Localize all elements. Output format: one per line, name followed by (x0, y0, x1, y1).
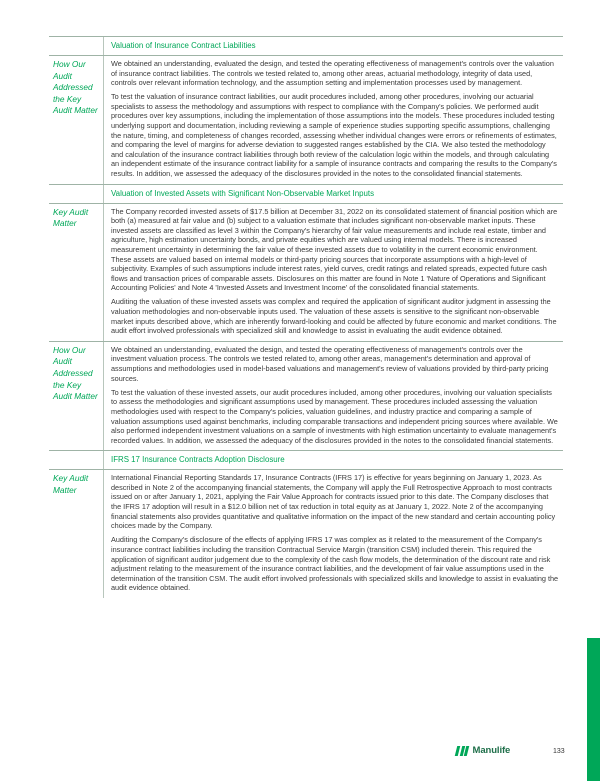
section-title: IFRS 17 Insurance Contracts Adoption Disclosure (111, 455, 285, 465)
matter-row (49, 203, 563, 341)
section-header-spacer (49, 185, 104, 203)
matter-body (104, 342, 563, 450)
key-audit-matters-table (49, 36, 563, 598)
brand-name: Manulife (472, 745, 511, 756)
matter-key-label: Key Audit Matter (49, 470, 104, 598)
body-paragraph: We obtained an understanding, evaluated the design, and tested the operating effectiveness of management's controls over the investment valuation process. The controls we tested related to, among other areas, management's determination and approval of assumptions and methodologies used in model-based valuations and management's review of valuations provided by third-party pricing sources. (111, 344, 549, 383)
matter-key-label: How Our Audit Addressed the Key Audit Matter (49, 342, 104, 450)
section-title: Valuation of Insurance Contract Liabilities (111, 41, 256, 50)
matter-body (104, 470, 563, 598)
matter-body (104, 204, 563, 341)
footer-brand (456, 745, 510, 756)
body-paragraph: The Company recorded invested assets of $17.5 billion at December 31, 2022 on its consolidated statement of financial position which are both (a) measured at fair value and (b) subject to a valuation estimate that includes significant non-observable market inputs. These invested assets are classified as level 3 within the Company's hierarchy of fair value measurements and include real estate, timber and agriculture, high estimation uncertainty bonds, and private equities which are valued using internal models. There is increased measurement uncertainty in determining the fair value of these invested assets due to volatility in the current economic environment. These assets are valued based on internal models or third-party pricing sources that incorporate assumptions with a high-level of subjectivity. Examples of such assumptions include interest rates, yield curves, credit ratings and related spreads, expected future cash flows and transaction prices of comparable assets. Disclosures on this matter are found in Note 1 'Nature of Operations and Significant Accounting Policies' and Note 4 'Invested Assets and Investment Income' of the consolidated financial statements. (111, 206, 558, 293)
body-paragraph: Auditing the valuation of these invested assets was complex and required the application of significant auditor judgment in assessing the valuation methodologies and non-observable inputs used. The valuation of these assets is sensitive to the significant non-observable market inputs described above, which are inherently forward-looking and could be affected by future economic and market conditions. The audit effort involved professionals with specialized skill and knowledge to assist in evaluating the audit evidence obtained. (111, 297, 557, 336)
matter-row (49, 469, 563, 598)
section-header-cell (104, 37, 563, 55)
body-paragraph: We obtained an understanding, evaluated the design, and tested the operating effectiveness of management's controls over the valuation of insurance contract liabilities. The controls we tested related to, among other areas, actuarial methodology, integrity of data used, controls over relevant information technology, and the assumption setting and implementation processes used by management. (111, 59, 554, 88)
section-title: Valuation of Invested Assets with Significant Non-Observable Market Inputs (111, 188, 375, 198)
matter-key-label: Key Audit Matter (49, 204, 104, 341)
matter-row (49, 55, 563, 184)
section-header-spacer (49, 451, 104, 469)
section-header-spacer (49, 37, 104, 55)
body-paragraph: To test the valuation of insurance contract liabilities, our audit procedures included, among other procedures, involving our actuarial specialists to assess the methodology and assumptions with respect to compliance with the Company's policies. We performed audit procedures over key assumptions, including the implementation of those assumptions into the models. These procedures included testing underlying support and documentation, including reviewing a sample of experience studies supporting specific assumptions, challenging the nature, timing, and completeness of changes recorded, assessing whether individual changes were errors or refinements of estimates, and comparing the level of margins for adverse deviation to suggested ranges established by the CIA. We also tested the methodology and calculation of the insurance contract liabilities through both review of the calculation logic within the models, and through calculating an independent estimate of the insurance contract liability for a sample of insurance contracts and comparing the results to the Company's results. In addition, we assessed the adequacy of the disclosures provided in the notes to the consolidated financial statements. (111, 92, 557, 179)
body-paragraph: To test the valuation of these invested assets, our audit procedures included, among other procedures, involving our valuation specialists to assess the methodologies and significant assumptions used by management. These procedures included assessing the valuation methodologies used with respect to the Company's policies, valuation guidelines, and industry practice and comparing a sample of valuation assumptions used against benchmarks, including comparable transactions and independent pricing sources where available. We also performed independent investment valuations on a sample of investments with high estimation uncertainty to evaluate management's recorded values. In addition, we assessed the adequacy of the disclosures provided in the notes to the consolidated financial statements. (111, 387, 558, 445)
section-header (49, 450, 563, 469)
body-paragraph: Auditing the Company's disclosure of the effects of applying IFRS 17 was complex as it related to the measurement of the Company's insurance contract liabilities including the transition Contractual Service Margin (transition CSM) included therein. This required the application of significant auditor judgement due to the complexity of the cash flow models, the determination of the discount rate and risk adjustment relating to the measurement of the insurance contract liabilities, and the development of fair value assumptions used in the determination of the transition CSM. The audit effort involved professionals with specialized skills and knowledge to assist in evaluating the audit evidence obtained. (111, 535, 559, 593)
side-accent-bar (587, 638, 600, 781)
body-paragraph: International Financial Reporting Standards 17, Insurance Contracts (IFRS 17) is effective for years beginning on January 1, 2023. As described in Note 2 of the accompanying financial statements, the Company will apply the Full Retrospective Approach to most contracts issued on or after January 1, 2021, applying the Fair Value Approach for contracts issued prior to this date. The Company discloses that the IFRS 17 adoption will result in a $12.0 billion net of tax reduction in total equity as at January 1, 2022. Note 2 of the accompanying financial statements also provides quantitative and qualitative information on the impact of the new standard and certain accounting policy choices made by the Company. (111, 473, 556, 531)
section-header-cell (104, 185, 563, 203)
page-number: 133 (553, 748, 565, 755)
matter-body (104, 56, 563, 184)
matter-row (49, 341, 563, 450)
section-header (49, 184, 563, 203)
section-header (49, 36, 563, 55)
section-header-cell (104, 451, 563, 469)
manulife-logo-icon (456, 746, 468, 756)
matter-key-label: How Our Audit Addressed the Key Audit Matter (49, 56, 104, 184)
